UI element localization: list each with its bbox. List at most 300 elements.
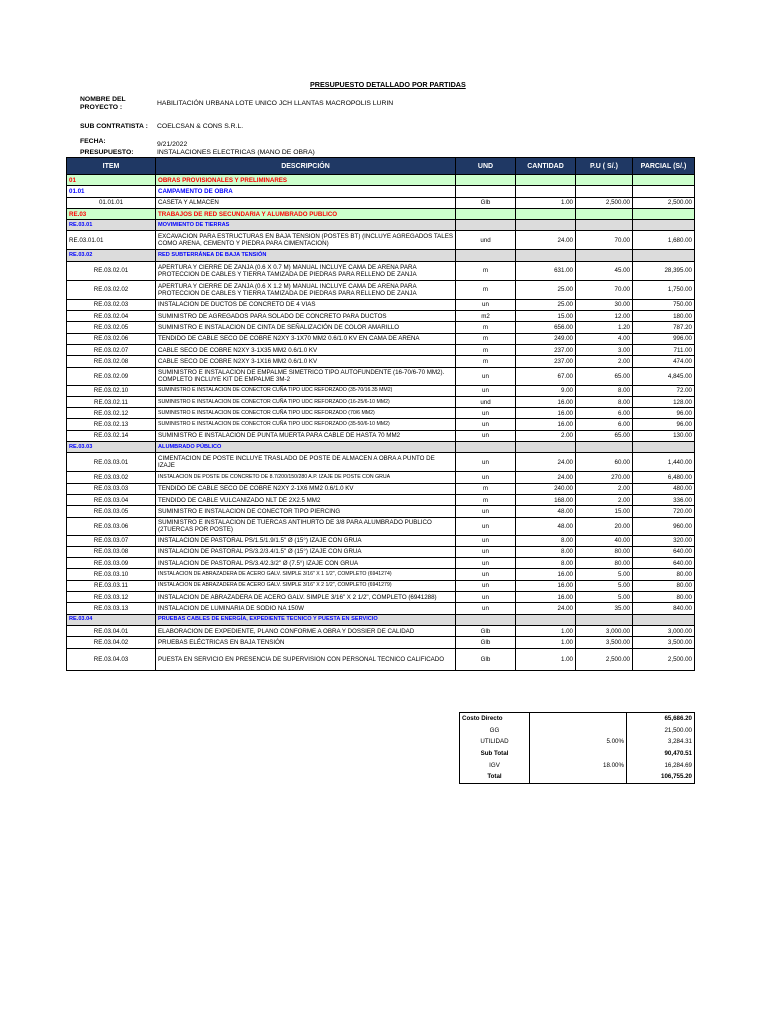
item-unit-price: 5.00: [576, 592, 633, 603]
item-code: 01.01: [67, 186, 156, 197]
item-partial: 711.00: [633, 344, 695, 355]
table-row: [67, 494, 695, 505]
item-unit-price: [576, 186, 633, 197]
item-description: INSTALACION DE ABRAZADERA DE ACERO GALV. SIMPLE 3/16" X 1 1/2", COMPLETO (6941274): [156, 569, 456, 580]
item-description: SUMINISTRO E INSTALACION DE CONECTOR TIPO PIERCING: [156, 506, 456, 517]
item-unit-price: 40.00: [576, 535, 633, 546]
table-row: [67, 472, 695, 483]
item-description: TENDIDO DE CABLE SECO DE COBRE N2XY 3-1X70 MM2 0.6/1.0 KV EN CAMA DE ARENA: [156, 333, 456, 344]
item-unit: un: [456, 408, 516, 419]
item-unit: m: [456, 261, 516, 280]
totals-table: [459, 712, 695, 784]
item-description: SUMINISTRO E INSTALACION DE CINTA DE SEÑALIZACIÓN DE COLOR AMARILLO: [156, 322, 456, 333]
item-unit: un: [456, 419, 516, 430]
table-header-row: [67, 158, 695, 175]
item-unit: m: [456, 333, 516, 344]
item-description: OBRAS PROVISIONALES Y PRELIMINARES: [156, 175, 456, 186]
item-partial: 96.00: [633, 408, 695, 419]
item-code: RE.03.02.06: [67, 333, 156, 344]
item-partial: 960.00: [633, 517, 695, 535]
section-row: [67, 220, 695, 231]
item-code: RE.03.01: [67, 220, 156, 231]
table-row: [67, 344, 695, 355]
item-unit: m: [456, 344, 516, 355]
item-quantity: 2.00: [516, 430, 576, 441]
item-quantity: 237.00: [516, 356, 576, 367]
item-partial: 80.00: [633, 592, 695, 603]
item-description: INSTALACION DE PASTORAL PS/1.5/1.9/1.5" Ø (15°) IZAJE CON GRUA: [156, 535, 456, 546]
item-unit: [456, 614, 516, 625]
table-row: [67, 430, 695, 441]
totals-row: [460, 713, 695, 725]
item-code: RE.03.02.08: [67, 356, 156, 367]
item-code: RE.03.03.04: [67, 494, 156, 505]
section-row: [67, 186, 695, 197]
item-quantity: 8.00: [516, 546, 576, 557]
section-row: [67, 250, 695, 261]
item-description: TENDIDO DE CABLE SECO DE COBRE N2XY 2-1X6 MM2 0.6/1.0 KV: [156, 483, 456, 494]
item-unit: un: [456, 385, 516, 396]
item-quantity: [516, 250, 576, 261]
item-description: ELABORACION DE EXPEDIENTE, PLANO CONFORME A OBRA Y DOSSIER DE CALIDAD: [156, 625, 456, 636]
item-code: 01: [67, 175, 156, 186]
item-quantity: 24.00: [516, 231, 576, 250]
item-unit: und: [456, 231, 516, 250]
item-unit-price: 12.00: [576, 311, 633, 322]
item-unit-price: 3,500.00: [576, 637, 633, 648]
item-partial: 1,440.00: [633, 453, 695, 472]
item-unit-price: 2.00: [576, 356, 633, 367]
item-description: INSTALACION DE ABRAZADERA DE ACERO GALV. SIMPLE 3/16" X 2 1/2", COMPLETO (6941279): [156, 580, 456, 591]
item-description: SUMINISTRO E INSTALACION DE TUERCAS ANTIHURTO DE 3/8 PARA ALUMBRADO PUBLICO (2TUERCAS POR POSTE): [156, 517, 456, 535]
item-unit: un: [456, 546, 516, 557]
item-unit: un: [456, 603, 516, 614]
totals-label: Sub Total: [480, 750, 509, 758]
item-quantity: 16.00: [516, 396, 576, 407]
item-quantity: 249.00: [516, 333, 576, 344]
table-row: [67, 546, 695, 557]
table-row: [67, 311, 695, 322]
item-unit-price: 70.00: [576, 280, 633, 299]
item-partial: [633, 208, 695, 219]
item-partial: 4,845.00: [633, 367, 695, 385]
totals-percent: 5.00%: [530, 736, 627, 748]
table-row: [67, 483, 695, 494]
item-unit-price: [576, 250, 633, 261]
budget-table: [66, 157, 695, 671]
item-unit-price: 2.00: [576, 494, 633, 505]
column-header-unit: UND: [456, 158, 516, 175]
item-unit: [456, 208, 516, 219]
item-partial: 480.00: [633, 483, 695, 494]
item-unit-price: 80.00: [576, 546, 633, 557]
item-partial: 720.00: [633, 506, 695, 517]
item-partial: 6,480.00: [633, 472, 695, 483]
item-code: RE.03.02.13: [67, 419, 156, 430]
budget-label: PRESUPUESTO:: [80, 149, 134, 156]
item-description: INSTALACION DE ABRAZADERA DE ACERO GALV. SIMPLE 3/16" X 2 1/2", COMPLETO (6941288): [156, 592, 456, 603]
item-partial: 336.00: [633, 494, 695, 505]
item-description: CASETA Y ALMACEN: [156, 197, 456, 208]
item-code: RE.03.02.12: [67, 408, 156, 419]
item-unit: [456, 175, 516, 186]
item-quantity: 24.00: [516, 453, 576, 472]
item-description: PRUEBAS CABLES DE ENERGÍA, EXPEDIENTE TECNICO Y PUESTA EN SERVICIO: [156, 614, 456, 625]
item-code: RE.03.03.02: [67, 472, 156, 483]
item-quantity: 237.00: [516, 344, 576, 355]
item-unit: un: [456, 299, 516, 310]
item-unit: un: [456, 580, 516, 591]
date-label: FECHA:: [80, 138, 106, 145]
item-description: EXCAVACION PARA ESTRUCTURAS EN BAJA TENSION (POSTES BT) (INCLUYE AGREGADOS TALES COMO ARENA, CEMENTO Y PIEDRA PARA CIMENTACION): [156, 231, 456, 250]
item-partial: 3,000.00: [633, 625, 695, 636]
item-description: SUMINISTRO E INSTALACION DE PUNTA MUERTA PARA CABLE DE HASTA 70 MM2: [156, 430, 456, 441]
item-code: RE.03.03.03: [67, 483, 156, 494]
item-unit-price: 80.00: [576, 558, 633, 569]
table-row: [67, 261, 695, 280]
item-description: MOVIMIENTO DE TIERRAS: [156, 220, 456, 231]
table-row: [67, 197, 695, 208]
item-code: RE.03.02.14: [67, 430, 156, 441]
item-quantity: [516, 186, 576, 197]
item-partial: 130.00: [633, 430, 695, 441]
item-unit: m: [456, 280, 516, 299]
totals-value: 90,470.51: [627, 748, 695, 760]
item-description: APERTURA Y CIERRE DE ZANJA (0.6 X 1.2 M) MANUAL INCLUYE CAMA DE ARENA PARA PROTECCION DE CABLES Y TIERRA TAMIZADA DE PIEDRAS PARA RELLENO DE ZANJA: [156, 280, 456, 299]
item-partial: 474.00: [633, 356, 695, 367]
item-unit-price: 3.00: [576, 344, 633, 355]
item-description: PRUEBAS ELÉCTRICAS EN BAJA TENSIÓN: [156, 637, 456, 648]
item-unit: [456, 186, 516, 197]
item-partial: [633, 186, 695, 197]
column-header-partial: PARCIAL (S/.): [633, 158, 695, 175]
table-row: [67, 280, 695, 299]
item-partial: 640.00: [633, 558, 695, 569]
item-code: RE.03.03.10: [67, 569, 156, 580]
item-unit: un: [456, 569, 516, 580]
item-partial: [633, 442, 695, 453]
item-unit: un: [456, 517, 516, 535]
totals-value: 3,284.31: [627, 736, 695, 748]
item-code: RE.03.01.01: [67, 231, 156, 250]
item-partial: 1,680.00: [633, 231, 695, 250]
totals-label: Total: [487, 773, 502, 781]
item-quantity: [516, 442, 576, 453]
totals-label: GG: [489, 726, 500, 734]
table-row: [67, 625, 695, 636]
column-header-unit-price: P.U ( S/.): [576, 158, 633, 175]
item-unit: m: [456, 494, 516, 505]
item-code: RE.03.02.05: [67, 322, 156, 333]
totals-percent: [530, 771, 627, 783]
table-row: [67, 580, 695, 591]
item-description: INSTALACION DE DUCTOS DE CONCRETO DE 4 VIAS: [156, 299, 456, 310]
table-row: [67, 299, 695, 310]
item-partial: 72.00: [633, 385, 695, 396]
item-code: RE.03.03.01: [67, 453, 156, 472]
item-partial: 128.00: [633, 396, 695, 407]
section-row: [67, 614, 695, 625]
item-quantity: 25.00: [516, 280, 576, 299]
section-row: [67, 175, 695, 186]
item-quantity: 631.00: [516, 261, 576, 280]
table-row: [67, 648, 695, 670]
item-partial: 96.00: [633, 419, 695, 430]
item-description: INSTALACION DE PASTORAL PS/3.4/2.3/2" Ø (7.5°) IZAJE CON GRUA: [156, 558, 456, 569]
item-description: APERTURA Y CIERRE DE ZANJA (0.6 X 0.7 M) MANUAL INCLUYE CAMA DE ARENA PARA PROTECCION DE CABLES Y TIERRA TAMIZADA DE PIEDRAS PARA RELLENO DE ZANJA: [156, 261, 456, 280]
item-unit: m2: [456, 311, 516, 322]
item-description: SUMINISTRO E INSTALACION DE CONECTOR CUÑA TIPO UDC REFORZADO (16-25/6-10 MM2): [156, 396, 456, 407]
item-description: SUMINISTRO E INSTALACION DE EMPALME SIMETRICO TIPO AUTOFUNDENTE (16-70/6-70 MM2). COMPLETO INCLUYE KIT DE EMPALME 3M-2: [156, 367, 456, 385]
item-description: SUMINISTRO E INSTALACION DE CONECTOR CUÑA TIPO UDC REFORZADO (35-50/6-10 MM2): [156, 419, 456, 430]
item-unit: un: [456, 367, 516, 385]
item-unit-price: 270.00: [576, 472, 633, 483]
table-row: [67, 506, 695, 517]
item-unit-price: 3,000.00: [576, 625, 633, 636]
item-quantity: 48.00: [516, 506, 576, 517]
item-unit-price: [576, 175, 633, 186]
table-row: [67, 333, 695, 344]
item-unit-price: 5.00: [576, 569, 633, 580]
totals-row: [460, 771, 695, 783]
item-unit-price: 20.00: [576, 517, 633, 535]
item-code: RE.03.02.01: [67, 261, 156, 280]
item-quantity: [516, 208, 576, 219]
item-quantity: 1.00: [516, 637, 576, 648]
item-description: CAMPAMENTO DE OBRA: [156, 186, 456, 197]
item-unit-price: 8.00: [576, 385, 633, 396]
totals-label: IGV: [489, 761, 500, 769]
totals-value: 16,284.69: [627, 759, 695, 771]
table-row: [67, 453, 695, 472]
table-row: [67, 419, 695, 430]
item-description: CABLE SECO DE COBRE N2XY 3-1X16 MM2 0.6/1.0 KV: [156, 356, 456, 367]
item-quantity: [516, 175, 576, 186]
date-value: 9/21/2022: [157, 141, 188, 148]
item-unit-price: 15.00: [576, 506, 633, 517]
totals-percent: [530, 713, 627, 725]
budget-rows: [67, 175, 695, 671]
item-quantity: [516, 220, 576, 231]
item-unit: Glb: [456, 637, 516, 648]
table-row: [67, 603, 695, 614]
item-unit-price: 5.00: [576, 580, 633, 591]
item-unit: un: [456, 506, 516, 517]
item-unit-price: 30.00: [576, 299, 633, 310]
item-description: SUMINISTRO E INSTALACION DE CONECTOR CUÑA TIPO UDC REFORZADO (35-70/16.35 MM2): [156, 385, 456, 396]
item-description: INSTALACION DE POSTE DE CONCRETO DE 8.7/200/150/280 A.P. IZAJE DE POSTE CON GRUA: [156, 472, 456, 483]
item-code: RE.03.03.06: [67, 517, 156, 535]
item-code: RE.03.04.03: [67, 648, 156, 670]
table-row: [67, 356, 695, 367]
item-code: RE.03.03.09: [67, 558, 156, 569]
item-quantity: 25.00: [516, 299, 576, 310]
totals-percent: [530, 748, 627, 760]
item-code: RE.03.02.11: [67, 396, 156, 407]
item-description: INSTALACION DE LUMINARIA DE SODIO NA 150W: [156, 603, 456, 614]
item-partial: 2,500.00: [633, 648, 695, 670]
item-partial: 320.00: [633, 535, 695, 546]
item-code: RE.03.03.07: [67, 535, 156, 546]
item-partial: 640.00: [633, 546, 695, 557]
item-partial: 28,395.00: [633, 261, 695, 280]
item-partial: 180.00: [633, 311, 695, 322]
item-unit-price: 70.00: [576, 231, 633, 250]
item-unit-price: 2,500.00: [576, 197, 633, 208]
item-unit-price: 35.00: [576, 603, 633, 614]
table-row: [67, 517, 695, 535]
item-unit: un: [456, 535, 516, 546]
item-code: RE.03.02.10: [67, 385, 156, 396]
item-unit-price: 1.20: [576, 322, 633, 333]
item-quantity: 16.00: [516, 569, 576, 580]
totals-row: [460, 725, 695, 737]
document-title: PRESUPUESTO DETALLADO POR PARTIDAS: [310, 80, 466, 89]
table-row: [67, 322, 695, 333]
item-partial: 2,500.00: [633, 197, 695, 208]
table-row: [67, 396, 695, 407]
item-unit: un: [456, 453, 516, 472]
item-unit-price: 8.00: [576, 396, 633, 407]
totals-value: 21,500.00: [627, 725, 695, 737]
table-row: [67, 637, 695, 648]
item-code: RE.03.03.12: [67, 592, 156, 603]
table-row: [67, 558, 695, 569]
item-description: TRABAJOS DE RED SECUNDARIA Y ALUMBRADO PUBLICO: [156, 208, 456, 219]
totals-percent: [530, 725, 627, 737]
item-code: RE.03.03.11: [67, 580, 156, 591]
item-unit-price: 65.00: [576, 367, 633, 385]
item-partial: 1,750.00: [633, 280, 695, 299]
column-header-item: ITEM: [67, 158, 156, 175]
totals-label: UTILIDAD: [480, 738, 509, 746]
item-code: RE.03.02.04: [67, 311, 156, 322]
item-unit-price: 6.00: [576, 419, 633, 430]
item-code: RE.03.02.02: [67, 280, 156, 299]
totals-value: 65,686.20: [627, 713, 695, 725]
item-code: RE.03: [67, 208, 156, 219]
item-quantity: 8.00: [516, 558, 576, 569]
item-quantity: 48.00: [516, 517, 576, 535]
item-unit-price: 60.00: [576, 453, 633, 472]
item-quantity: 16.00: [516, 408, 576, 419]
table-row: [67, 367, 695, 385]
item-quantity: 16.00: [516, 592, 576, 603]
item-unit: Glb: [456, 648, 516, 670]
item-unit: m: [456, 322, 516, 333]
item-unit-price: [576, 614, 633, 625]
item-code: RE.03.04.02: [67, 637, 156, 648]
item-code: RE.03.02.07: [67, 344, 156, 355]
item-code: RE.03.03: [67, 442, 156, 453]
item-unit: un: [456, 472, 516, 483]
item-unit: [456, 250, 516, 261]
item-unit-price: [576, 208, 633, 219]
item-unit-price: 45.00: [576, 261, 633, 280]
item-code: RE.03.03.08: [67, 546, 156, 557]
table-row: [67, 569, 695, 580]
item-code: RE.03.02.03: [67, 299, 156, 310]
item-description: INSTALACION DE PASTORAL PS/3.2/3.4/1.5" Ø (15°) IZAJE CON GRUA: [156, 546, 456, 557]
item-quantity: 24.00: [516, 472, 576, 483]
totals-percent: 18.00%: [530, 759, 627, 771]
item-unit-price: 6.00: [576, 408, 633, 419]
item-partial: 750.00: [633, 299, 695, 310]
table-row: [67, 535, 695, 546]
item-description: ALUMBRADO PÚBLICO: [156, 442, 456, 453]
item-code: RE.03.02: [67, 250, 156, 261]
item-quantity: 8.00: [516, 535, 576, 546]
section-row: [67, 442, 695, 453]
item-quantity: 24.00: [516, 603, 576, 614]
item-unit-price: 4.00: [576, 333, 633, 344]
item-unit: un: [456, 430, 516, 441]
item-unit-price: [576, 220, 633, 231]
item-unit-price: 2.00: [576, 483, 633, 494]
item-description: CIMENTACION DE POSTE INCLUYE TRASLADO DE POSTE DE ALMACEN A OBRA A PUNTO DE IZAJE: [156, 453, 456, 472]
item-partial: 840.00: [633, 603, 695, 614]
item-quantity: 1.00: [516, 197, 576, 208]
column-header-quantity: CANTIDAD: [516, 158, 576, 175]
item-partial: [633, 220, 695, 231]
totals-row: [460, 759, 695, 771]
table-row: [67, 592, 695, 603]
item-quantity: 1.00: [516, 648, 576, 670]
item-quantity: 15.00: [516, 311, 576, 322]
subcontractor-value: COELCSAN & CONS S.R.L.: [157, 123, 244, 130]
totals-row: [460, 748, 695, 760]
item-description: SUMINISTRO E INSTALACION DE CONECTOR CUÑA TIPO UDC REFORZADO (70/6 MM2): [156, 408, 456, 419]
item-description: RED SUBTERRÁNEA DE BAJA TENSIÓN: [156, 250, 456, 261]
budget-value: INSTALACIONES ELECTRICAS (MANO DE OBRA): [157, 149, 315, 156]
item-quantity: 9.00: [516, 385, 576, 396]
item-unit-price: 65.00: [576, 430, 633, 441]
totals-label: Costo Directo: [462, 715, 503, 723]
item-quantity: 67.00: [516, 367, 576, 385]
item-description: SUMINISTRO DE AGREGADOS PARA SOLADO DE CONCRETO PARA DUCTOS: [156, 311, 456, 322]
item-unit: un: [456, 558, 516, 569]
project-name-label: NOMBRE DEL PROYECTO :: [80, 96, 126, 111]
table-row: [67, 408, 695, 419]
item-quantity: 16.00: [516, 419, 576, 430]
item-quantity: 656.00: [516, 322, 576, 333]
item-partial: 3,500.00: [633, 637, 695, 648]
item-code: RE.03.03.13: [67, 603, 156, 614]
item-code: 01.01.01: [67, 197, 156, 208]
item-quantity: 1.00: [516, 625, 576, 636]
item-partial: 80.00: [633, 580, 695, 591]
item-quantity: [516, 614, 576, 625]
item-unit: m: [456, 356, 516, 367]
totals-row: [460, 736, 695, 748]
item-unit: Glb: [456, 625, 516, 636]
item-code: RE.03.04: [67, 614, 156, 625]
item-partial: 996.00: [633, 333, 695, 344]
item-partial: [633, 175, 695, 186]
item-unit-price: 2,500.00: [576, 648, 633, 670]
totals-value: 106,755.20: [627, 771, 695, 783]
item-code: RE.03.02.09: [67, 367, 156, 385]
item-description: CABLE SECO DE COBRE N2XY 3-1X35 MM2 0.6/1.0 KV: [156, 344, 456, 355]
item-unit: m: [456, 483, 516, 494]
item-unit-price: [576, 442, 633, 453]
table-row: [67, 385, 695, 396]
section-row: [67, 208, 695, 219]
item-description: TENDIDO DE CABLE VULCANIZADO NLT DE 2X2.5 MM2: [156, 494, 456, 505]
item-partial: [633, 614, 695, 625]
item-unit: Glb: [456, 197, 516, 208]
item-quantity: 168.00: [516, 494, 576, 505]
